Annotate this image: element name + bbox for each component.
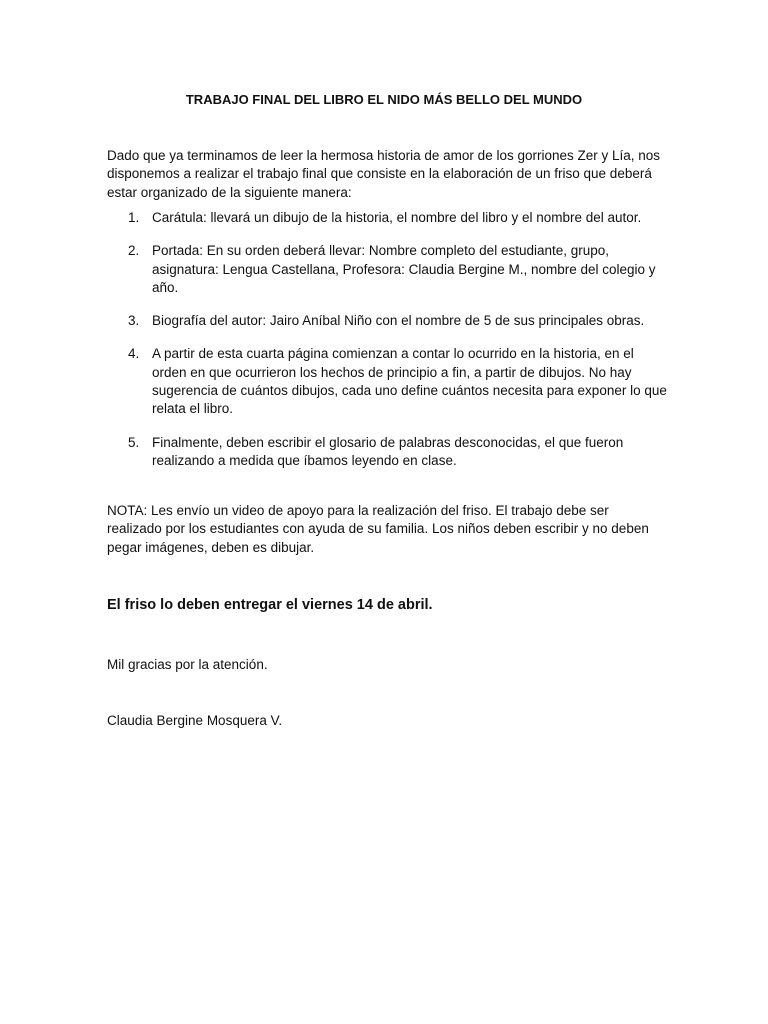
step-text: Carátula: llevará un dibujo de la historia, el nombre del libro y el nombre del autor. [152, 210, 642, 225]
step-number: 3. [128, 313, 140, 329]
step-number: 4. [128, 346, 140, 362]
step-text: A partir de esta cuarta página comienzan a contar lo ocurrido en la historia, en el orden en que ocurrieron los hechos de principio a fin, a partir de dibujos. No hay sugerencia de cuántos dibujos, cada uno define cuántos necesita para exponer lo que relata el libro. [152, 346, 667, 417]
list-item [107, 312, 667, 330]
step-text: Finalmente, deben escribir el glosario de palabras desconocidas, el que fueron realizando a medida que íbamos leyendo en clase. [152, 434, 624, 468]
signature-text: Claudia Bergine Mosquera V. [107, 713, 283, 728]
note-paragraph: NOTA: Les envío un video de apoyo para la realización del friso. El trabajo debe ser realizado por los estudiantes con ayuda de su familia. Los niños deben escribir y no deben pegar imágenes, deben es dibujar. [107, 503, 649, 555]
list-item [107, 345, 667, 418]
step-text: Portada: En su orden deberá llevar: Nombre completo del estudiante, grupo, asignatura: Lengua Castellana, Profesora: Claudia Bergine M., nombre del colegio y año. [152, 243, 656, 295]
step-number: 2. [128, 243, 140, 259]
list-item [107, 434, 667, 471]
thanks-text: Mil gracias por la atención. [107, 657, 268, 672]
step-number: 1. [128, 210, 140, 225]
step-number: 5. [128, 434, 140, 450]
list-item [107, 242, 667, 297]
deadline-text: El friso lo deben entregar el viernes 14 de abril. [107, 597, 433, 613]
step-text: Biografía del autor: Jairo Aníbal Niño con el nombre de 5 de sus principales obras. [152, 313, 645, 329]
document-title: TRABAJO FINAL DEL LIBRO EL NIDO MÁS BELLO DEL MUNDO [185, 92, 583, 107]
intro-paragraph: Dado que ya terminamos de leer la hermosa historia de amor de los gorriones Zer y Lía, nos disponemos a realizar el trabajo final que consiste en la elaboración de un friso que deberá estar organizado de la siguiente manera: [107, 148, 661, 200]
list-item [107, 209, 667, 227]
steps-list [107, 209, 667, 485]
